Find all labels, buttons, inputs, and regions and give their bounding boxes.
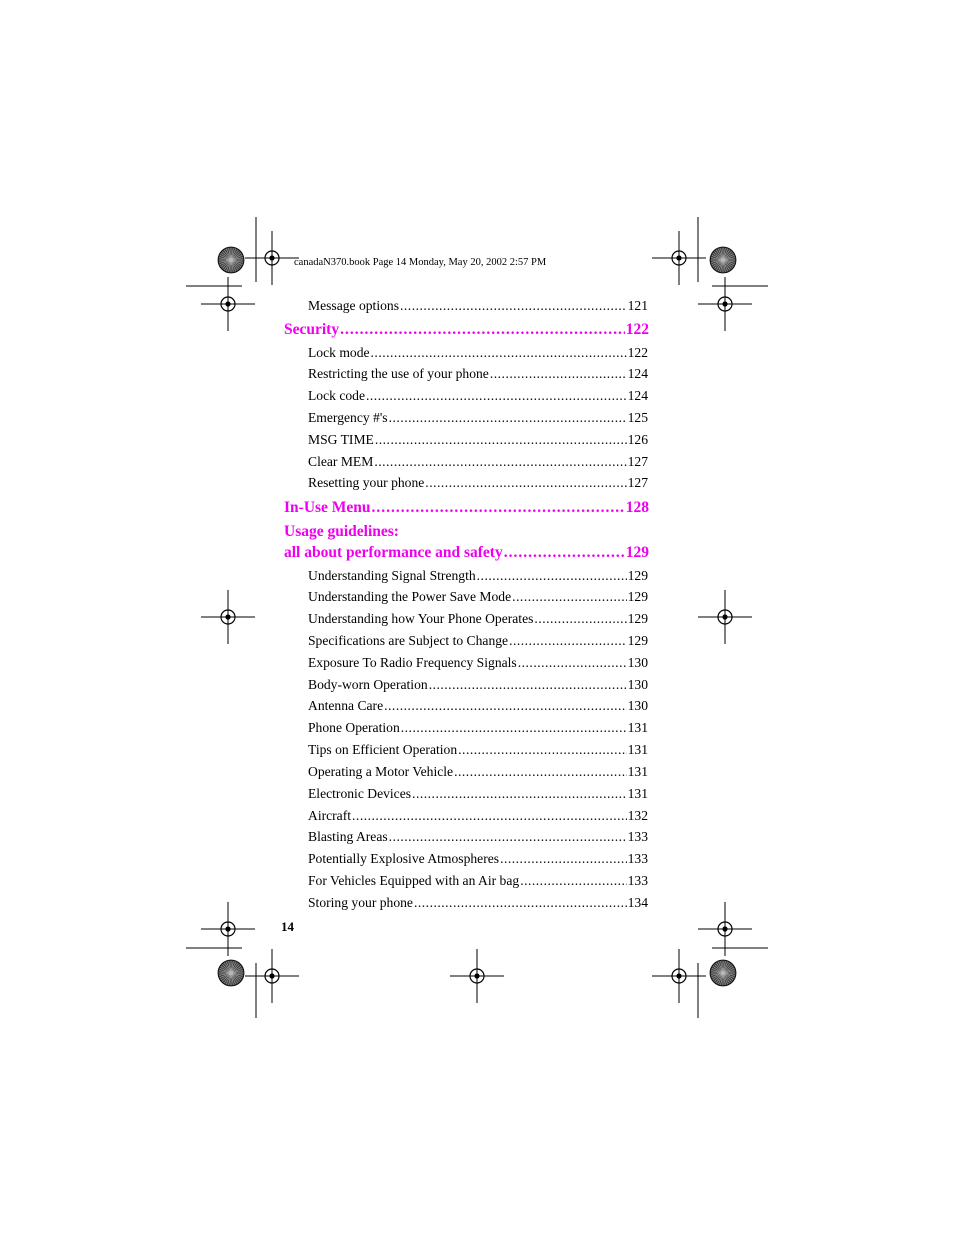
toc-section-security[interactable]: [284, 320, 649, 340]
toc-entry-title: MSG TIME: [308, 432, 374, 447]
registration-target-center: [225, 301, 230, 306]
dot-leader: [400, 297, 627, 315]
registration-target-center: [225, 926, 230, 931]
toc-entry-page: 129: [627, 633, 648, 648]
toc-section-in-use-menu[interactable]: [284, 498, 649, 518]
dot-leader: [490, 365, 627, 383]
toc-entry-title: Operating a Motor Vehicle: [308, 764, 454, 779]
toc-entry-antenna-care[interactable]: [308, 697, 648, 715]
dot-leader: [429, 676, 627, 694]
registration-target-center: [722, 614, 727, 619]
dot-leader: [371, 344, 627, 362]
toc-entry-title: Emergency #'s: [308, 410, 388, 425]
registration-target-center: [225, 614, 230, 619]
toc-entry-page: 131: [627, 720, 648, 735]
toc-section-usage-guidelines-title[interactable]: Usage guidelines:: [284, 523, 399, 540]
dot-leader: [425, 474, 626, 492]
toc-entry-title: Message options: [308, 298, 399, 313]
toc-entry-title: Resetting your phone: [308, 475, 425, 490]
registration-target-center: [676, 255, 681, 260]
toc-section-usage-guidelines[interactable]: [284, 543, 649, 563]
toc-entry-page: 121: [627, 298, 648, 313]
toc-entry-air-bag[interactable]: [308, 872, 648, 890]
print-header: canadaN370.book Page 14 Monday, May 20, 2002 2:57 PM: [294, 257, 547, 268]
toc-entry-page: 122: [627, 345, 648, 360]
toc-entry-page: 130: [627, 677, 648, 692]
toc-section-page: 122: [625, 321, 649, 338]
dot-leader: [477, 567, 627, 585]
toc-entry-lock-code[interactable]: [308, 387, 648, 405]
dot-leader: [512, 588, 626, 606]
toc-entry-title: Understanding how Your Phone Operates: [308, 611, 534, 626]
toc-entry-message-options[interactable]: [308, 297, 648, 315]
toc-entry-phone-operation[interactable]: [308, 719, 648, 737]
dot-leader: [520, 872, 626, 890]
toc-entry-title: Storing your phone: [308, 895, 413, 910]
toc-entry-specifications[interactable]: [308, 632, 648, 650]
toc-entry-title: Antenna Care: [308, 698, 384, 713]
toc-entry-emergency-numbers[interactable]: [308, 409, 648, 427]
dot-leader: [454, 763, 627, 781]
dot-leader: [375, 431, 627, 449]
toc-entry-phone-operates[interactable]: [308, 610, 648, 628]
toc-entry-page: 129: [627, 568, 648, 583]
toc-entry-title: For Vehicles Equipped with an Air bag: [308, 873, 520, 888]
toc-entry-explosive-atmospheres[interactable]: [308, 850, 648, 868]
toc-entry-title: Lock code: [308, 388, 365, 403]
dot-leader: [340, 320, 625, 340]
toc-entry-title: Clear MEM: [308, 454, 374, 469]
toc-entry-page: 124: [627, 366, 648, 381]
toc-entry-msg-time[interactable]: [308, 431, 648, 449]
toc-entry-title: Potentially Explosive Atmospheres: [308, 851, 500, 866]
toc-entry-page: 130: [627, 655, 648, 670]
toc-entry-title: Understanding the Power Save Mode: [308, 589, 512, 604]
dot-leader: [504, 543, 625, 563]
toc-section-title: In-Use Menu: [284, 499, 371, 516]
toc-entry-aircraft[interactable]: [308, 807, 648, 825]
registration-target-center: [269, 973, 274, 978]
toc-entry-efficient-operation[interactable]: [308, 741, 648, 759]
toc-entry-title: Electronic Devices: [308, 786, 412, 801]
toc-entry-page: 133: [627, 851, 648, 866]
toc-section-title: all about performance and safety: [284, 544, 503, 561]
toc-entry-title: Exposure To Radio Frequency Signals: [308, 655, 517, 670]
toc-entry-clear-mem[interactable]: [308, 453, 648, 471]
toc-entry-motor-vehicle[interactable]: [308, 763, 648, 781]
toc-entry-title: Understanding Signal Strength: [308, 568, 476, 583]
dot-leader: [384, 697, 626, 715]
toc-entry-page: 124: [627, 388, 648, 403]
page-number: 14: [281, 919, 294, 934]
toc-entry-page: 131: [627, 786, 648, 801]
toc-entry-blasting-areas[interactable]: [308, 828, 648, 846]
toc-entry-page: 133: [627, 829, 648, 844]
toc-entry-title: Specifications are Subject to Change: [308, 633, 509, 648]
toc-entry-power-save-mode[interactable]: [308, 588, 648, 606]
toc-entry-title: Restricting the use of your phone: [308, 366, 489, 381]
registration-target-center: [722, 301, 727, 306]
dot-leader: [412, 785, 627, 803]
registration-target-center: [676, 973, 681, 978]
toc-section-page: 128: [625, 499, 649, 516]
toc-entry-page: 129: [627, 611, 648, 626]
toc-entry-title: Tips on Efficient Operation: [308, 742, 458, 757]
dot-leader: [534, 610, 626, 628]
toc-entry-rf-exposure[interactable]: [308, 654, 648, 672]
toc-entry-title: Blasting Areas: [308, 829, 388, 844]
toc-entry-page: 126: [627, 432, 648, 447]
toc-entry-title: Aircraft: [308, 808, 352, 823]
toc-section-page: 129: [625, 544, 649, 561]
toc-entry-page: 132: [627, 808, 648, 823]
toc-entry-page: 130: [627, 698, 648, 713]
dot-leader: [458, 741, 626, 759]
toc-entry-page: 131: [627, 764, 648, 779]
toc-entry-resetting-phone[interactable]: [308, 474, 648, 492]
dot-leader: [414, 894, 627, 912]
toc-entry-title: Phone Operation: [308, 720, 400, 735]
dot-leader: [352, 807, 627, 825]
registration-target-center: [474, 973, 479, 978]
toc-entry-electronic-devices[interactable]: [308, 785, 648, 803]
toc-entry-restricting-use[interactable]: [308, 365, 648, 383]
dot-leader: [509, 632, 627, 650]
toc-entry-title: Body-worn Operation: [308, 677, 428, 692]
toc-entry-title: Lock mode: [308, 345, 370, 360]
dot-leader: [366, 387, 627, 405]
registration-target-center: [269, 255, 274, 260]
toc-entry-page: 133: [627, 873, 648, 888]
dot-leader: [518, 654, 627, 672]
toc-entry-lock-mode[interactable]: [308, 344, 648, 362]
dot-leader: [389, 828, 627, 846]
registration-target-center: [722, 926, 727, 931]
toc-section-title: Security: [284, 321, 340, 338]
toc-entry-page: 131: [627, 742, 648, 757]
toc-entry-page: 129: [627, 589, 648, 604]
toc-entry-body-worn[interactable]: [308, 676, 648, 694]
dot-leader: [374, 453, 626, 471]
toc-entry-page: 125: [627, 410, 648, 425]
dot-leader: [389, 409, 627, 427]
toc-entry-page: 127: [627, 475, 648, 490]
dot-leader: [500, 850, 627, 868]
toc-entry-storing-phone[interactable]: [308, 894, 648, 912]
toc-entry-signal-strength[interactable]: [308, 567, 648, 585]
toc-entry-page: 127: [627, 454, 648, 469]
dot-leader: [372, 498, 625, 518]
dot-leader: [401, 719, 627, 737]
toc-entry-page: 134: [627, 895, 648, 910]
